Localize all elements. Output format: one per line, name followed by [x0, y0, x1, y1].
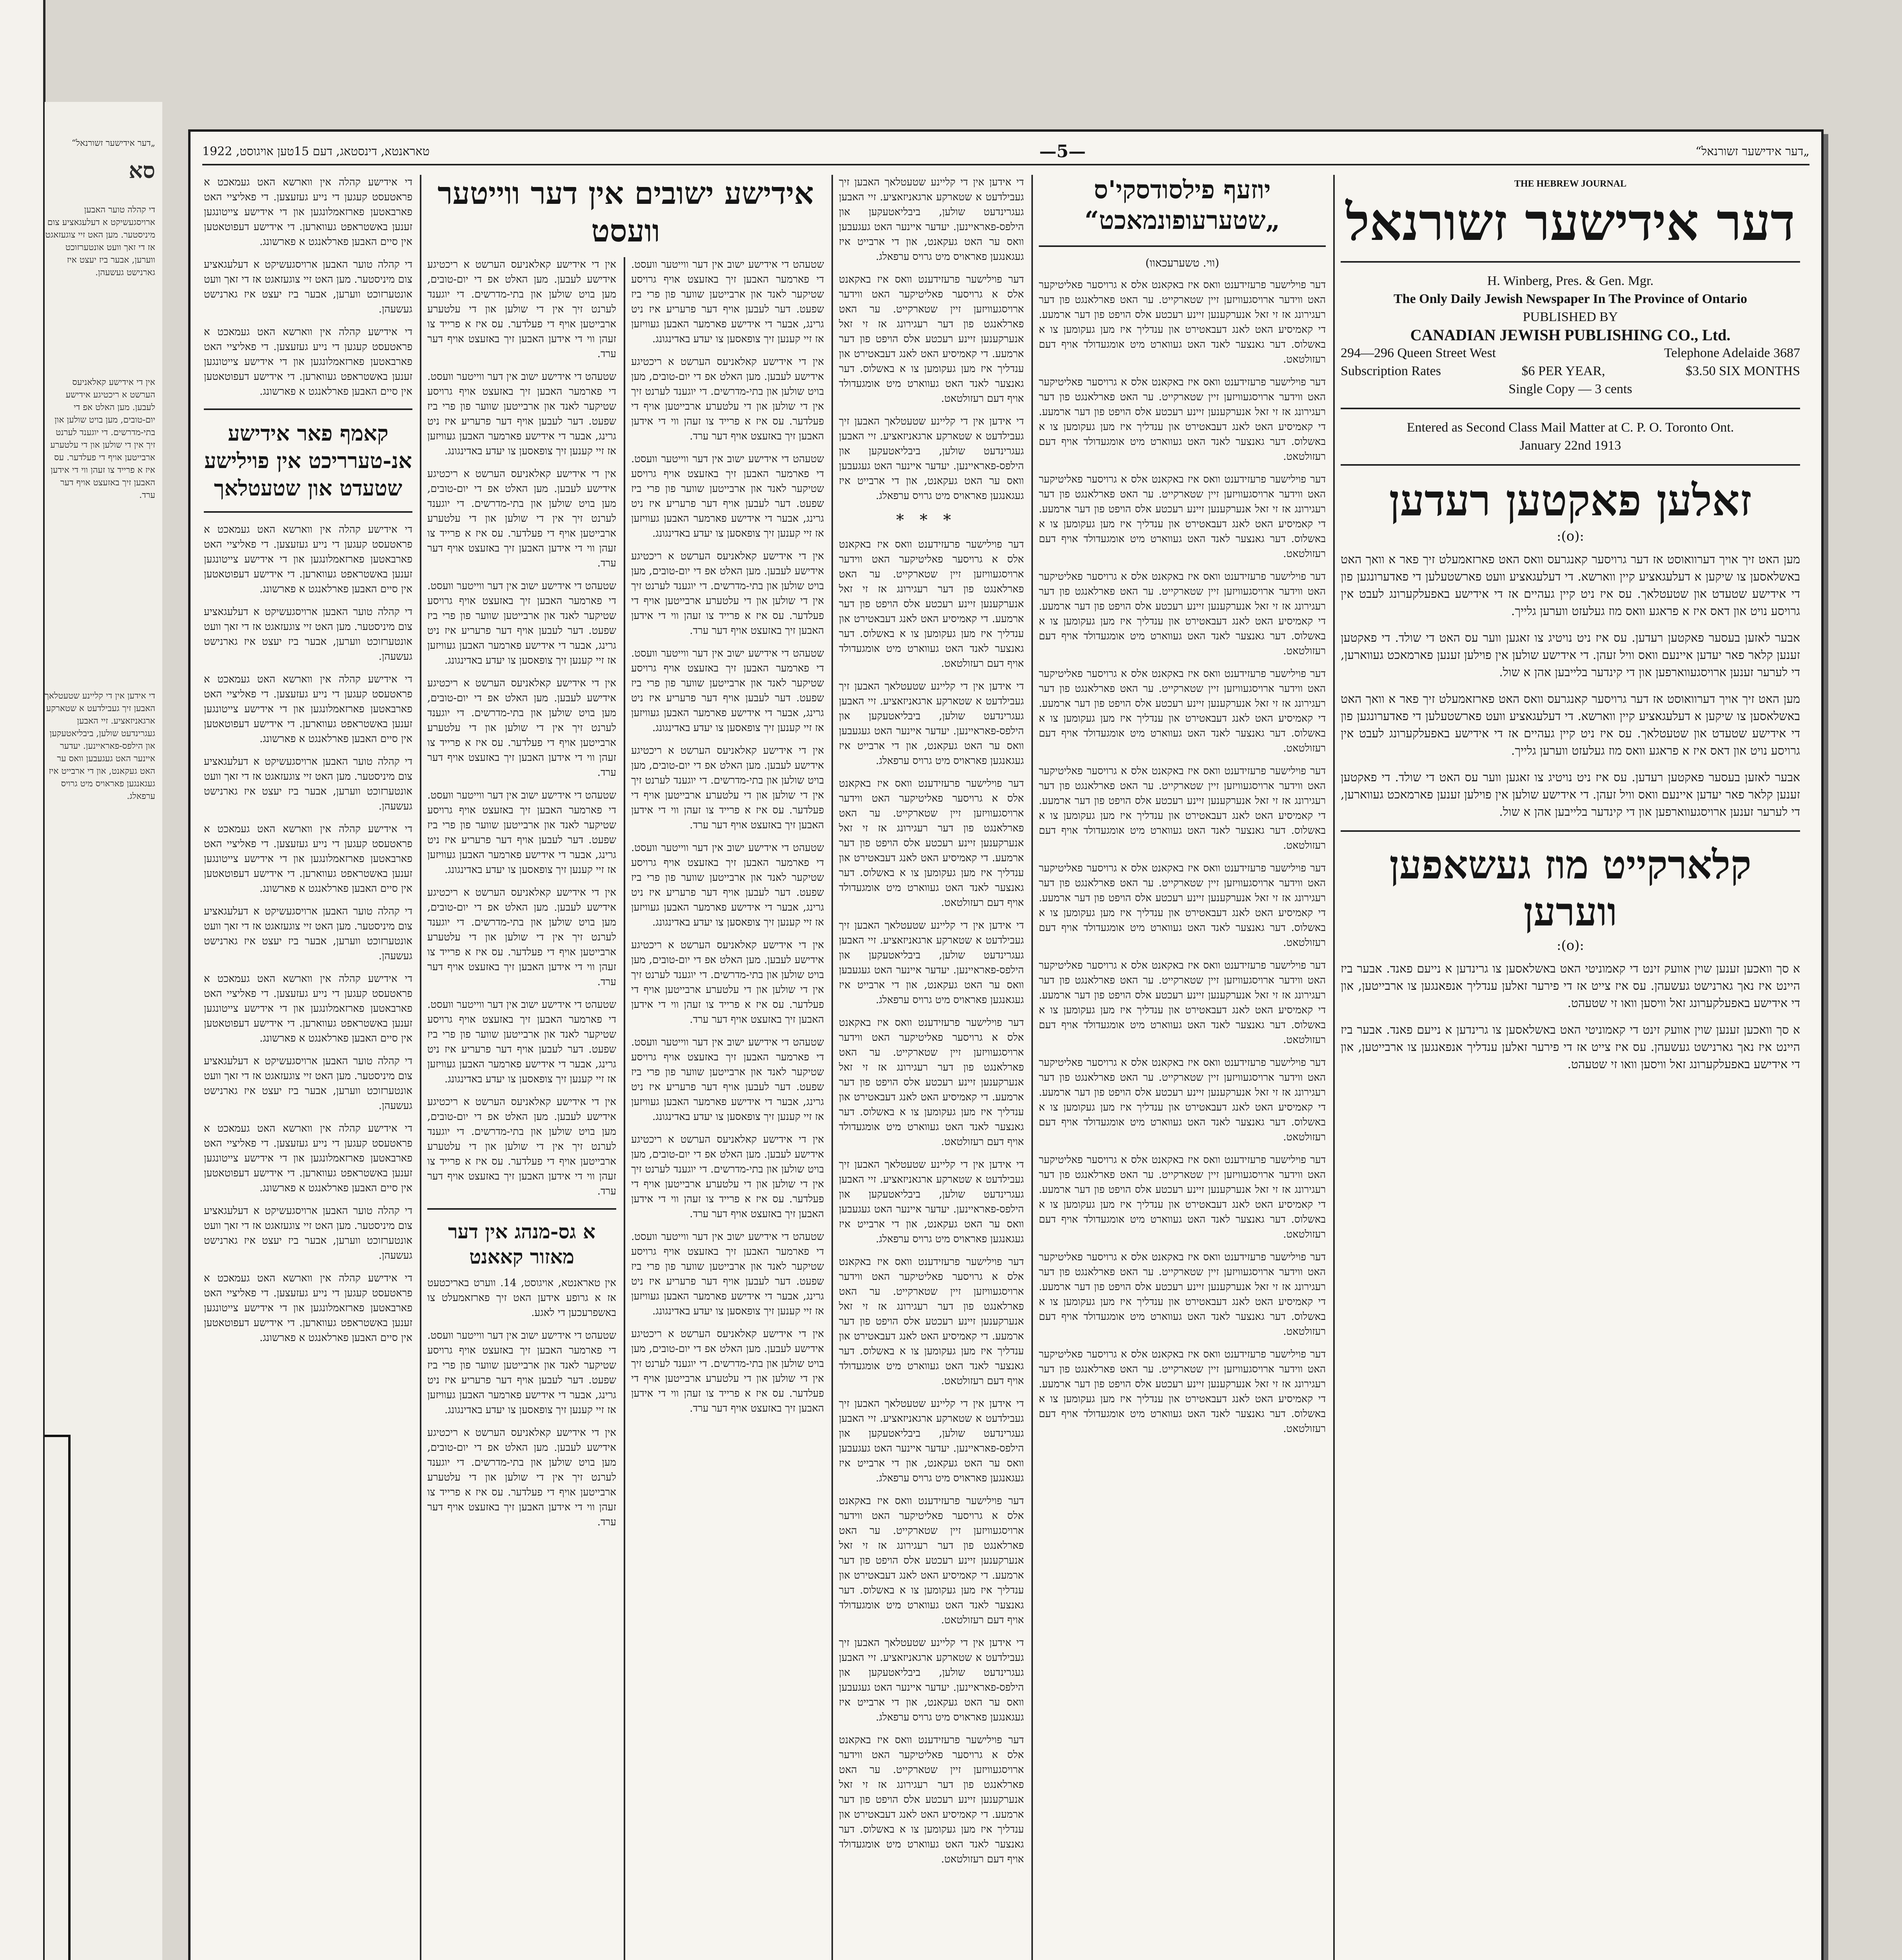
- masthead-rule-2: [1341, 408, 1800, 409]
- published-by: PUBLISHED BY: [1523, 310, 1618, 324]
- settlements-b-body-7: אין די אידישע קאלאניעס הערשט א ריכטיגע אידישע לעבען. מען האלט אפ די יום-טובים, מען בויט שולען און בתי-מדרשים. די יוגענד לערנט זיך אין די שולען און די עלטערע ארבייטען אויף די פעלדער. עס איז א פרייד צו זעהן ווי די אידען האבען זיך באזעצט אויף דער ערד.: [427, 887, 616, 988]
- running-head: [202, 139, 1809, 165]
- column-settlements-a: [626, 257, 829, 1960]
- running-head-title: „דער אידישער זשורנאל“: [1695, 144, 1809, 158]
- telephone: Telephone Adelaide 3687: [1664, 346, 1800, 360]
- pilsudski-body-1: דער פוילישער פרעזידענט וואס איז באקאנט אלס א גרויסער פאליטיקער האט ווידער ארויסגעוויזען זיין שטארקייט. ער האט פארלאנגט פון דער רעגירונג אז זי זאל אנערקענען זיינע רעכטע אלס הויפט פון דער ארמעע. די קאמיסיע האט לאנג דעבאטירט און ענדליך איז מען געקומען צו א באשלוס. דער גאנצער לאנד האט געווארט מיט אומגעדולד אויף דעם רעזולטאט.: [1039, 279, 1326, 365]
- continuation-body-2: דער פוילישער פרעזידענט וואס איז באקאנט אלס א גרויסער פאליטיקער האט ווידער ארויסגעוויזען זיין שטארקייט. ער האט פארלאנגט פון דער רעגירונג אז זי זאל אנערקענען זיינע רעכטע אלס הויפט פון דער ארמעע. די קאמיסיע האט לאנג דעבאטירט און ענדליך איז מען געקומען צו א באשלוס. דער גאנצער לאנד האט געווארט מיט אומגעדולד אויף דעם רעזולטאט.: [839, 274, 1024, 405]
- struggle-body-2: די קהלה טוער האבען ארויסגעשיקט א דעלעגאציע צום מיניסטער. מען האט זיי צוגעזאגט אז די זאך וועט אונטערזוכט ווערען, אבער ביז יעצט איז גארנישט געשעהן.: [204, 606, 412, 662]
- struggle-body-5: די אידישע קהלה אין ווארשא האט געמאכט א פראטעסט קעגען די נייע געזעצען. די פאליציי האט פארבאטען פארזאמלונגען און די אידישע צייטונגען זענען באשטראפט געווארען. די אידישע דעפוטאטען אין סיים האבען פארלאנגט א פארשונג.: [204, 823, 412, 895]
- struggle-body-4: די קהלה טוער האבען ארויסגעשיקט א דעלעגאציע צום מיניסטער. מען האט זיי צוגעזאגט אז די זאך וועט אונטערזוכט ווערען, אבער ביז יעצט איז גארנישט געשעהן.: [204, 756, 412, 812]
- struggle-body-6: די קהלה טוער האבען ארויסגעשיקט א דעלעגאציע צום מיניסטער. מען האט זיי צוגעזאגט אז די זאך וועט אונטערזוכט ווערען, אבער ביז יעצט איז גארנישט געשעהן.: [204, 906, 412, 962]
- struggle-intro-3: די אידישע קהלה אין ווארשא האט געמאכט א פראטעסט קעגען די נייע געזעצען. די פאליציי האט פארבאטען פארזאמלונגען און די אידישע צייטונגען זענען באשטראפט געווארען. די אידישע דעפוטאטען אין סיים האבען פארלאנגט א פארשונג.: [204, 326, 412, 397]
- column-pilsudski: [1033, 175, 1331, 1960]
- subscription-row: [1341, 362, 1800, 380]
- struggle-rule: [204, 408, 412, 410]
- settlements-b-body-5: אין די אידישע קאלאניעס הערשט א ריכטיגע אידישע לעבען. מען האלט אפ די יום-טובים, מען בויט שולען און בתי-מדרשים. די יוגענד לערנט זיך אין די שולען און די עלטערע ארבייטען אויף די פעלדער. עס איז א פרייד צו זעהן ווי די אידען האבען זיך באזעצט אויף דער ערד.: [427, 677, 616, 779]
- pilsudski-body-4: דער פוילישער פרעזידענט וואס איז באקאנט אלס א גרויסער פאליטיקער האט ווידער ארויסגעוויזען זיין שטארקייט. ער האט פארלאנגט פון דער רעגירונג אז זי זאל אנערקענען זיינע רעכטע אלס הויפט פון דער ארמעע. די קאמיסיע האט לאנג דעבאטירט און ענדליך איז מען געקומען צו א באשלוס. דער גאנצער לאנד האט געווארט מיט אומגעדולד אויף דעם רעזולטאט.: [1039, 571, 1326, 657]
- company-name: CANADIAN JEWISH PUBLISHING CO., Ltd.: [1410, 326, 1731, 344]
- pilsudski-body-12: דער פוילישער פרעזידענט וואס איז באקאנט אלס א גרויסער פאליטיקער האט ווידער ארויסגעוויזען זיין שטארקייט. ער האט פארלאנגט פון דער רעגירונג אז זי זאל אנערקענען זיינע רעכטע אלס הויפט פון דער ארמעע. די קאמיסיע האט לאנג דעבאטירט און ענדליך איז מען געקומען צו א באשלוס. דער גאנצער לאנד האט געווארט מיט אומגעדולד אויף דעם רעזולטאט.: [1039, 1348, 1326, 1435]
- adjacent-running-head: „דער אידישער זשורנאל“: [71, 138, 155, 148]
- continuation-body-11: די אידען אין די קליינע שטעטלאך האבען זיך געבילדעט א שטארקע ארגאניזאציע. זיי האבען געגרינדעט שולען, ביבליאטעקען און הילפס-פאראיינען. יעדער איינער האט געגעבען וואס ער האט געקאנט, און די ארבייט איז געגאנגען פאראויס מיט גרויס ערפאלג.: [839, 1398, 1024, 1484]
- editorial-2-headline: קלארקייט מוז געשאפען ווערען: [1389, 842, 1751, 935]
- continuation-body-1: די אידען אין די קליינע שטעטלאך האבען זיך געבילדעט א שטארקע ארגאניזאציע. זיי האבען געגרינדעט שולען, ביבליאטעקען און הילפס-פאראיינען. יעדער איינער האט געגעבען וואס ער האט געקאנט, און די ארבייט איז געגאנגען פאראויס מיט גרויס ערפאלג.: [839, 176, 1024, 263]
- struggle-intro: די אידישע קהלה אין ווארשא האט געמאכט א פראטעסט קעגען די נייע געזעצען. די פאליציי האט פארבאטען פארזאמלונגען און די אידישע צייטונגען זענען באשטראפט געווארען. די אידישע דעפוטאטען אין סיים האבען פארלאנגט א פארשונג.: [204, 176, 412, 248]
- continuation-body-7: די אידען אין די קליינע שטעטלאך האבען זיך געבילדעט א שטארקע ארגאניזאציע. זיי האבען געגרינדעט שולען, ביבליאטעקען און הילפס-פאראיינען. יעדער איינער האט געגעבען וואס ער האט געקאנט, און די ארבייט איז געגאנגען פאראויס מיט גרויס ערפאלג.: [839, 920, 1024, 1006]
- section-stars: ***: [896, 511, 967, 529]
- letter-headline: א גס-מנהג אין דער מאזור קאאנט: [448, 1220, 596, 1268]
- settlements-header: [422, 175, 829, 253]
- editorial-body-2: אבער לאזען בעסער פאקטען רעדען. עס איז ניט נויטיג צו זאגען ווער עס האט די שולד. די פאקטען זענען קלאר פאר יעדען איינעם וואס וויל זעהן. די אידישע שולען אין פוילען זענען פארמאכט געווארען, די לערער זענען ארויסגעווארפען און די קינדער בלייבען אהן א שול.: [1341, 631, 1800, 679]
- letter-rule: [427, 1208, 616, 1210]
- column-masthead: [1335, 175, 1806, 1960]
- adjacent-body-3: די אידען אין די קליינע שטעטלאך האבען זיך געבילדעט א שטארקע ארגאניזאציע. זיי האבען געגרינדעט שולען, ביבליאטעקען און הילפס-פאראיינען. יעדער איינער האט געגעבען וואס ער האט געקאנט, און די ארבייט איז געגאנגען פאראויס מיט גרויס ערפאלג.: [45, 691, 155, 801]
- struggle-body-1: די אידישע קהלה אין ווארשא האט געמאכט א פראטעסט קעגען די נייע געזעצען. די פאליציי האט פארבאטען פארזאמלונגען און די אידישע צייטונגען זענען באשטראפט געווארען. די אידישע דעפוטאטען אין סיים האבען פארלאנגט א פארשונג.: [204, 524, 412, 595]
- editorial-rule: [1341, 830, 1800, 832]
- settlements-body-8: אין די אידישע קאלאניעס הערשט א ריכטיגע אידישע לעבען. מען האלט אפ די יום-טובים, מען בויט שולען און בתי-מדרשים. די יוגענד לערנט זיך אין די שולען און די עלטערע ארבייטען אויף די פעלדער. עס איז א פרייד צו זעהן ווי די אידען האבען זיך באזעצט אויף דער ערד.: [631, 939, 824, 1025]
- column-settlements-b: [422, 257, 622, 1960]
- settlements-body-12: אין די אידישע קאלאניעס הערשט א ריכטיגע אידישע לעבען. מען האלט אפ די יום-טובים, מען בויט שולען און בתי-מדרשים. די יוגענד לערנט זיך אין די שולען און די עלטערע ארבייטען אויף די פעלדער. עס איז א פרייד צו זעהן ווי די אידען האבען זיך באזעצט אויף דער ערד.: [631, 1328, 824, 1414]
- subscription-half: $3.50 SIX MONTHS: [1686, 364, 1800, 378]
- editorial-2-body-2: א סך וואכען זענען שוין אוועק זינט די קאמוניטי האט באשלאסען צו גרינדען א נייעם פאנד. אבער ביז היינט איז נאך גארנישט געשעהן. עס איז צייט אז די פירער זאלען ענדליך אנפאנגען צו ארבייטען, און די אידישע באפעלקערונג זאל וויסען וואו זי שטעהט.: [1341, 1023, 1800, 1071]
- continuation-body-14: דער פוילישער פרעזידענט וואס איז באקאנט אלס א גרויסער פאליטיקער האט ווידער ארויסגעוויזען זיין שטארקייט. ער האט פארלאנגט פון דער רעגירונג אז זי זאל אנערקענען זיינע רעכטע אלס הויפט פון דער ארמעע. די קאמיסיע האט לאנג דעבאטירט און ענדליך איז מען געקומען צו א באשלוס. דער גאנצער לאנד האט געווארט מיט אומגעדולד אויף דעם רעזולטאט.: [839, 1734, 1024, 1865]
- masthead-rule-3: [1341, 464, 1800, 466]
- continuation-body-8: דער פוילישער פרעזידענט וואס איז באקאנט אלס א גרויסער פאליטיקער האט ווידער ארויסגעוויזען זיין שטארקייט. ער האט פארלאנגט פון דער רעגירונג אז זי זאל אנערקענען זיינע רעכטע אלס הויפט פון דער ארמעע. די קאמיסיע האט לאנג דעבאטירט און ענדליך איז מען געקומען צו א באשלוס. דער גאנצער לאנד האט געווארט מיט אומגעדולד אויף דעם רעזולטאט.: [839, 1017, 1024, 1148]
- struggle-body-9: די אידישע קהלה אין ווארשא האט געמאכט א פראטעסט קעגען די נייע געזעצען. די פאליציי האט פארבאטען פארזאמלונגען און די אידישע צייטונגען זענען באשטראפט געווארען. די אידישע דעפוטאטען אין סיים האבען פארלאנגט א פארשונג.: [204, 1123, 412, 1194]
- pilsudski-body-5: דער פוילישער פרעזידענט וואס איז באקאנט אלס א גרויסער פאליטיקער האט ווידער ארויסגעוויזען זיין שטארקייט. ער האט פארלאנגט פון דער רעגירונג אז זי זאל אנערקענען זיינע רעכטע אלס הויפט פון דער ארמעע. די קאמיסיע האט לאנג דעבאטירט און ענדליך איז מען געקומען צו א באשלוס. דער גאנצער לאנד האט געווארט מיט אומגעדולד אויף דעם רעזולטאט.: [1039, 668, 1326, 754]
- settlements-body-6: אין די אידישע קאלאניעס הערשט א ריכטיגע אידישע לעבען. מען האלט אפ די יום-טובים, מען בויט שולען און בתי-מדרשים. די יוגענד לערנט זיך אין די שולען און די עלטערע ארבייטען אויף די פעלדער. עס איז א פרייד צו זעהן ווי די אידען האבען זיך באזעצט אויף דער ערד.: [631, 745, 824, 831]
- pilsudski-body-11: דער פוילישער פרעזידענט וואס איז באקאנט אלס א גרויסער פאליטיקער האט ווידער ארויסגעוויזען זיין שטארקייט. ער האט פארלאנגט פון דער רעגירונג אז זי זאל אנערקענען זיינע רעכטע אלס הויפט פון דער ארמעע. די קאמיסיע האט לאנג דעבאטירט און ענדליך איז מען געקומען צו א באשלוס. דער גאנצער לאנד האט געווארט מיט אומגעדולד אויף דעם רעזולטאט.: [1039, 1251, 1326, 1338]
- tagline: The Only Daily Jewish Newspaper In The Province of Ontario: [1394, 292, 1747, 306]
- letter-body: אין טאראנטא, אויגוסט, 14. ווערט באריכטעט אז א גרופע אידען האט זיך פארזאמעלט צו באשפרעכען די לאגע.: [427, 1277, 616, 1319]
- editorial-separator: :(o):: [1557, 528, 1584, 544]
- pilsudski-body-9: דער פוילישער פרעזידענט וואס איז באקאנט אלס א גרויסער פאליטיקער האט ווידער ארויסגעוויזען זיין שטארקייט. ער האט פארלאנגט פון דער רעגירונג אז זי זאל אנערקענען זיינע רעכטע אלס הויפט פון דער ארמעע. די קאמיסיע האט לאנג דעבאטירט און ענדליך איז מען געקומען צו א באשלוס. דער גאנצער לאנד האט געווארט מיט אומגעדולד אויף דעם רעזולטאט.: [1039, 1057, 1326, 1143]
- settlements-body-11: שטעהט די אידישע ישוב אין דער ווייטער וועסט. די פארמער האבען זיך באזעצט אויף גרויסע שטיקער לאנד און ארבייטען שווער פון פרי ביז שפעט. דער לעבען אויף דער פרעריע איז ניט גרינג, אבער די אידישע פארמער האבען געוויזען אז זיי קענען זיך צופאסען צו יעדע באדינגונג.: [631, 1231, 824, 1317]
- column-rule: [1031, 175, 1033, 1960]
- column-continuation: [833, 175, 1029, 1960]
- masthead-rule: [1341, 261, 1800, 263]
- entered-date: January 22nd 1913: [1519, 438, 1621, 453]
- pilsudski-body-6: דער פוילישער פרעזידענט וואס איז באקאנט אלס א גרויסער פאליטיקער האט ווידער ארויסגעוויזען זיין שטארקייט. ער האט פארלאנגט פון דער רעגירונג אז זי זאל אנערקענען זיינע רעכטע אלס הויפט פון דער ארמעע. די קאמיסיע האט לאנג דעבאטירט און ענדליך איז מען געקומען צו א באשלוס. דער גאנצער לאנד האט געווארט מיט אומגעדולד אויף דעם רעזולטאט.: [1039, 765, 1326, 851]
- settlements-body-4: אין די אידישע קאלאניעס הערשט א ריכטיגע אידישע לעבען. מען האלט אפ די יום-טובים, מען בויט שולען און בתי-מדרשים. די יוגענד לערנט זיך אין די שולען און די עלטערע ארבייטען אויף די פעלדער. עס איז א פרייד צו זעהן ווי די אידען האבען זיך באזעצט אויף דער ערד.: [631, 550, 824, 637]
- settlements-body-2: אין די אידישע קאלאניעס הערשט א ריכטיגע אידישע לעבען. מען האלט אפ די יום-טובים, מען בויט שולען און בתי-מדרשים. די יוגענד לערנט זיך אין די שולען און די עלטערע ארבייטען אויף די פעלדער. עס איז א פרייד צו זעהן ווי די אידען האבען זיך באזעצט אויף דער ערד.: [631, 356, 824, 442]
- settlements-b-body-3: אין די אידישע קאלאניעס הערשט א ריכטיגע אידישע לעבען. מען האלט אפ די יום-טובים, מען בויט שולען און בתי-מדרשים. די יוגענד לערנט זיך אין די שולען און די עלטערע ארבייטען אויף די פעלדער. עס איז א פרייד צו זעהן ווי די אידען האבען זיך באזעצט אויף דער ערד.: [427, 468, 616, 569]
- struggle-headline: קאמף פאר אידישע אנ-טערריכט אין פוילישע שטעדט און שטעטלאך: [204, 421, 412, 501]
- entered-notice: Entered as Second Class Mail Matter at C. P. O. Toronto Ont.: [1407, 420, 1734, 435]
- settlements-headline: אידישע ישובים אין דער ווייטער וועסט: [427, 175, 824, 253]
- editorial-body-4: אבער לאזען בעסער פאקטען רעדען. עס איז ניט נויטיג צו זאגען ווער עס האט די שולד. די פאקטען זענען קלאר פאר יעדען איינעם וואס וויל זעהן. די אידישע שולען אין פוילען זענען פארמאכט געווארען, די לערער זענען ארויסגעווארפען און די קינדער בלייבען אהן א שול.: [1341, 771, 1800, 819]
- adjacent-body: די קהלה טוער האבען ארויסגעשיקט א דעלעגאציע צום מיניסטער. מען האט זיי צוגעזאגט אז די זאך וועט אונטערזוכט ווערען, אבער ביז יעצט איז גארנישט געשעהן.: [45, 205, 155, 278]
- continuation-body-3: די אידען אין די קליינע שטעטלאך האבען זיך געבילדעט א שטארקע ארגאניזאציע. זיי האבען געגרינדעט שולען, ביבליאטעקען און הילפס-פאראיינען. יעדער איינער האט געגעבען וואס ער האט געקאנט, און די ארבייט איז געגאנגען פאראויס מיט גרויס ערפאלג.: [839, 416, 1024, 502]
- column-rule: [624, 257, 625, 1960]
- continuation-body-12: דער פוילישער פרעזידענט וואס איז באקאנט אלס א גרויסער פאליטיקער האט ווידער ארויסגעוויזען זיין שטארקייט. ער האט פארלאנגט פון דער רעגירונג אז זי זאל אנערקענען זיינע רעכטע אלס הויפט פון דער ארמעע. די קאמיסיע האט לאנג דעבאטירט און ענדליך איז מען געקומען צו א באשלוס. דער גאנצער לאנד האט געווארט מיט אומגעדולד אויף דעם רעזולטאט.: [839, 1495, 1024, 1626]
- settlements-b-body-1: אין די אידישע קאלאניעס הערשט א ריכטיגע אידישע לעבען. מען האלט אפ די יום-טובים, מען בויט שולען און בתי-מדרשים. די יוגענד לערנט זיך אין די שולען און די עלטערע ארבייטען אויף די פעלדער. עס איז א פרייד צו זעהן ווי די אידען האבען זיך באזעצט אויף דער ערד.: [427, 259, 616, 360]
- struggle-body-7: די אידישע קהלה אין ווארשא האט געמאכט א פראטעסט קעגען די נייע געזעצען. די פאליציי האט פארבאטען פארזאמלונגען און די אידישע צייטונגען זענען באשטראפט געווארען. די אידישע דעפוטאטען אין סיים האבען פארלאנגט א פארשונג.: [204, 973, 412, 1044]
- letter-body-2: שטעהט די אידישע ישוב אין דער ווייטער וועסט. די פארמער האבען זיך באזעצט אויף גרויסע שטיקער לאנד און ארבייטען שווער פון פרי ביז שפעט. דער לעבען אויף דער פרעריע איז ניט גרינג, אבער די אידישע פארמער האבען געוויזען אז זיי קענען זיך צופאסען צו יעדע באדינגונג.: [427, 1330, 616, 1416]
- editorial-body-1: מען האט זיך אויך דערוואוסט אז דער גרויסער קאנגרעס וואס האט פארזאמעלט זיך פאר א וואך האט באשלאסען צו שיקען א דעלעגאציע קיין ווארשא. די דעלעגאציע וועט פארשטעלען די פאדערונגען פון די אידישע שטעדט און שטעטלאך. עס איז ניט קיין געהיים אז די אידישע באפעלקערונג לעבט אין גרויסע נויט און דאס איז א פראגע וואס מוז געלעזט ווערען גלייך.: [1341, 553, 1800, 618]
- masthead-english-name: THE HEBREW JOURNAL: [1514, 179, 1627, 189]
- masthead-title: דער אידישער זשורנאל: [1345, 192, 1795, 252]
- continuation-body-13: די אידען אין די קליינע שטעטלאך האבען זיך געבילדעט א שטארקע ארגאניזאציע. זיי האבען געגרינדעט שולען, ביבליאטעקען און הילפס-פאראיינען. יעדער איינער האט געגעבען וואס ער האט געקאנט, און די ארבייט איז געגאנגען פאראויס מיט גרויס ערפאלג.: [839, 1637, 1024, 1723]
- column-rule: [1333, 175, 1335, 1960]
- scan-margin: [0, 0, 45, 1960]
- running-head-date: טאראנטא, דינסטאג, דעם 15טען אויגוסט, 1922: [202, 144, 430, 158]
- adjacent-headline: סא: [129, 158, 155, 183]
- struggle-body-11: די אידישע קהלה אין ווארשא האט געמאכט א פראטעסט קעגען די נייע געזעצען. די פאליציי האט פארבאטען פארזאמלונגען און די אידישע צייטונגען זענען באשטראפט געווארען. די אידישע דעפוטאטען אין סיים האבען פארלאנגט א פארשונג.: [204, 1272, 412, 1344]
- editorial-headline: זאלען פאקטען רעדען: [1389, 475, 1752, 526]
- pilsudski-body-8: דער פוילישער פרעזידענט וואס איז באקאנט אלס א גרויסער פאליטיקער האט ווידער ארויסגעוויזען זיין שטארקייט. ער האט פארלאנגט פון דער רעגירונג אז זי זאל אנערקענען זיינע רעכטע אלס הויפט פון דער ארמעע. די קאמיסיע האט לאנג דעבאטירט און ענדליך איז מען געקומען צו א באשלוס. דער גאנצער לאנד האט געווארט מיט אומגעדולד אויף דעם רעזולטאט.: [1039, 960, 1326, 1046]
- settlements-body-7: שטעהט די אידישע ישוב אין דער ווייטער וועסט. די פארמער האבען זיך באזעצט אויף גרויסע שטיקער לאנד און ארבייטען שווער פון פרי ביז שפעט. דער לעבען אויף דער פרעריע איז ניט גרינג, אבער די אידישע פארמער האבען געוויזען אז זיי קענען זיך צופאסען צו יעדע באדינגונג.: [631, 842, 824, 928]
- newspaper-page: [188, 129, 1824, 1960]
- editorial-2-separator: :(o):: [1557, 938, 1584, 953]
- address: 294—296 Queen Street West: [1341, 346, 1496, 360]
- settlements-body-5: שטעהט די אידישע ישוב אין דער ווייטער וועסט. די פארמער האבען זיך באזעצט אויף גרויסע שטיקער לאנד און ארבייטען שווער פון פרי ביז שפעט. דער לעבען אויף דער פרעריע איז ניט גרינג, אבער די אידישע פארמער האבען געוויזען אז זיי קענען זיך צופאסען צו יעדע באדינגונג.: [631, 648, 824, 734]
- pilsudski-headline: יוזעף פילסודסקי'ס „שטערעופונמאכט“: [1084, 175, 1280, 235]
- struggle-rule-2: [204, 511, 412, 513]
- struggle-body-3: די אידישע קהלה אין ווארשא האט געמאכט א פראטעסט קעגען די נייע געזעצען. די פאליציי האט פארבאטען פארזאמלונגען און די אידישע צייטונגען זענען באשטראפט געווארען. די אידישע דעפוטאטען אין סיים האבען פארלאנגט א פארשונג.: [204, 673, 412, 745]
- column-rule: [831, 175, 833, 1960]
- address-row: [1341, 344, 1800, 362]
- pilsudski-body-7: דער פוילישער פרעזידענט וואס איז באקאנט אלס א גרויסער פאליטיקער האט ווידער ארויסגעוויזען זיין שטארקייט. ער האט פארלאנגט פון דער רעגירונג אז זי זאל אנערקענען זיינע רעכטע אלס הויפט פון דער ארמעע. די קאמיסיע האט לאנג דעבאטירט און ענדליך איז מען געקומען צו א באשלוס. דער גאנצער לאנד האט געווארט מיט אומגעדולד אויף דעם רעזולטאט.: [1039, 862, 1326, 949]
- column-rule: [420, 175, 421, 1960]
- settlements-body-3: שטעהט די אידישע ישוב אין דער ווייטער וועסט. די פארמער האבען זיך באזעצט אויף גרויסע שטיקער לאנד און ארבייטען שווער פון פרי ביז שפעט. דער לעבען אויף דער פרעריע איז ניט גרינג, אבער די אידישע פארמער האבען געוויזען אז זיי קענען זיך צופאסען צו יעדע באדינגונג.: [631, 453, 824, 539]
- editorial-body-3: מען האט זיך אויך דערוואוסט אז דער גרויסער קאנגרעס וואס האט פארזאמעלט זיך פאר א וואך האט באשלאסען צו שיקען א דעלעגאציע קיין ווארשא. די דעלעגאציע וועט פארשטעלען די פאדערונגען פון די אידישע שטעדט און שטעטלאך. עס איז ניט קיין געהיים אז די אידישע באפעלקערונג לעבט אין גרויסע נויט און דאס איז א פראגע וואס מוז געלעזט ווערען גלייך.: [1341, 692, 1800, 758]
- struggle-body-10: די קהלה טוער האבען ארויסגעשיקט א דעלעגאציע צום מיניסטער. מען האט זיי צוגעזאגט אז די זאך וועט אונטערזוכט ווערען, אבער ביז יעצט איז גארנישט געשעהן.: [204, 1205, 412, 1261]
- column-struggle: [198, 175, 418, 1960]
- struggle-intro-2: די קהלה טוער האבען ארויסגעשיקט א דעלעגאציע צום מיניסטער. מען האט זיי צוגעזאגט אז די זאך וועט אונטערזוכט ווערען, אבער ביז יעצט איז גארנישט געשעהן.: [204, 259, 412, 315]
- continuation-body-4: דער פוילישער פרעזידענט וואס איז באקאנט אלס א גרויסער פאליטיקער האט ווידער ארויסגעוויזען זיין שטארקייט. ער האט פארלאנגט פון דער רעגירונג אז זי זאל אנערקענען זיינע רעכטע אלס הויפט פון דער ארמעע. די קאמיסיע האט לאנג דעבאטירט און ענדליך איז מען געקומען צו א באשלוס. דער גאנצער לאנד האט געווארט מיט אומגעדולד אויף דעם רעזולטאט.: [839, 539, 1024, 670]
- subscription-year: $6 PER YEAR,: [1521, 364, 1605, 378]
- settlements-b-body-2: שטעהט די אידישע ישוב אין דער ווייטער וועסט. די פארמער האבען זיך באזעצט אויף גרויסע שטיקער לאנד און ארבייטען שווער פון פרי ביז שפעט. דער לעבען אויף דער פרעריע איז ניט גרינג, אבער די אידישע פארמער האבען געוויזען אז זיי קענען זיך צופאסען צו יעדע באדינגונג.: [427, 371, 616, 457]
- subscription-label: Subscription Rates: [1341, 364, 1441, 378]
- pilsudski-body-2: דער פוילישער פרעזידענט וואס איז באקאנט אלס א גרויסער פאליטיקער האט ווידער ארויסגעוויזען זיין שטארקייט. ער האט פארלאנגט פון דער רעגירונג אז זי זאל אנערקענען זיינע רעכטע אלס הויפט פון דער ארמעע. די קאמיסיע האט לאנג דעבאטירט און ענדליך איז מען געקומען צו א באשלוס. דער גאנצער לאנד האט געווארט מיט אומגעדולד אויף דעם רעזולטאט.: [1039, 376, 1326, 463]
- pilsudski-body-10: דער פוילישער פרעזידענט וואס איז באקאנט אלס א גרויסער פאליטיקער האט ווידער ארויסגעוויזען זיין שטארקייט. ער האט פארלאנגט פון דער רעגירונג אז זי זאל אנערקענען זיינע רעכטע אלס הויפט פון דער ארמעע. די קאמיסיע האט לאנג דעבאטירט און ענדליך איז מען געקומען צו א באשלוס. דער גאנצער לאנד האט געווארט מיט אומגעדולד אויף דעם רעזולטאט.: [1039, 1154, 1326, 1240]
- settlements-body-10: אין די אידישע קאלאניעס הערשט א ריכטיגע אידישע לעבען. מען האלט אפ די יום-טובים, מען בויט שולען און בתי-מדרשים. די יוגענד לערנט זיך אין די שולען און די עלטערע ארבייטען אויף די פעלדער. עס איז א פרייד צו זעהן ווי די אידען האבען זיך באזעצט אויף דער ערד.: [631, 1134, 824, 1220]
- settlements-b-body-6: שטעהט די אידישע ישוב אין דער ווייטער וועסט. די פארמער האבען זיך באזעצט אויף גרויסע שטיקער לאנד און ארבייטען שווער פון פרי ביז שפעט. דער לעבען אויף דער פרעריע איז ניט גרינג, אבער די אידישע פארמער האבען געוויזען אז זיי קענען זיך צופאסען צו יעדע באדינגונג.: [427, 789, 616, 876]
- continuation-body-9: די אידען אין די קליינע שטעטלאך האבען זיך געבילדעט א שטארקע ארגאניזאציע. זיי האבען געגרינדעט שולען, ביבליאטעקען און הילפס-פאראיינען. יעדער איינער האט געגעבען וואס ער האט געקאנט, און די ארבייט איז געגאנגען פאראויס מיט גרויס ערפאלג.: [839, 1159, 1024, 1245]
- settlements-body-1: שטעהט די אידישע ישוב אין דער ווייטער וועסט. די פארמער האבען זיך באזעצט אויף גרויסע שטיקער לאנד און ארבייטען שווער פון פרי ביז שפעט. דער לעבען אויף דער פרעריע איז ניט גרינג, אבער די אידישע פארמער האבען געוויזען אז זיי קענען זיך צופאסען צו יעדע באדינגונג.: [631, 259, 824, 345]
- struggle-body-8: די קהלה טוער האבען ארויסגעשיקט א דעלעגאציע צום מיניסטער. מען האט זיי צוגעזאגט אז די זאך וועט אונטערזוכט ווערען, אבער ביז יעצט איז גארנישט געשעהן.: [204, 1055, 412, 1112]
- page-number: —5—: [1039, 141, 1086, 162]
- single-copy: Single Copy — 3 cents: [1508, 382, 1632, 396]
- adjacent-page-fragment: [43, 102, 162, 1960]
- adjacent-body-2: אין די אידישע קאלאניעס הערשט א ריכטיגע אידישע לעבען. מען האלט אפ די יום-טובים, מען בויט שולען און בתי-מדרשים. די יוגענד לערנט זיך אין די שולען און די עלטערע ארבייטען אויף די פעלדער. עס איז א פרייד צו זעהן ווי די אידען האבען זיך באזעצט אויף דער ערד.: [50, 377, 155, 500]
- settlements-body-9: שטעהט די אידישע ישוב אין דער ווייטער וועסט. די פארמער האבען זיך באזעצט אויף גרויסע שטיקער לאנד און ארבייטען שווער פון פרי ביז שפעט. דער לעבען אויף דער פרעריע איז ניט גרינג, אבער די אידישע פארמער האבען געוויזען אז זיי קענען זיך צופאסען צו יעדע באדינגונג.: [631, 1036, 824, 1123]
- continuation-body-5: די אידען אין די קליינע שטעטלאך האבען זיך געבילדעט א שטארקע ארגאניזאציע. זיי האבען געגרינדעט שולען, ביבליאטעקען און הילפס-פאראיינען. יעדער איינער האט געגעבען וואס ער האט געקאנט, און די ארבייט איז געגאנגען פאראויס מיט גרויס ערפאלג.: [839, 681, 1024, 767]
- editorial-2-body-1: א סך וואכען זענען שוין אוועק זינט די קאמוניטי האט באשלאסען צו גרינדען א נייעם פאנד. אבער ביז היינט איז נאך גארנישט געשעהן. עס איז צייט אז די פירער זאלען ענדליך אנפאנגען צו ארבייטען, און די אידישע באפעלקערונג זאל וויסען וואו זי שטעהט.: [1341, 962, 1800, 1010]
- continuation-body-6: דער פוילישער פרעזידענט וואס איז באקאנט אלס א גרויסער פאליטיקער האט ווידער ארויסגעוויזען זיין שטארקייט. ער האט פארלאנגט פון דער רעגירונג אז זי זאל אנערקענען זיינע רעכטע אלס הויפט פון דער ארמעע. די קאמיסיע האט לאנג דעבאטירט און ענדליך איז מען געקומען צו א באשלוס. דער גאנצער לאנד האט געווארט מיט אומגעדולד אויף דעם רעזולטאט.: [839, 778, 1024, 909]
- publisher-line: H. Winberg, Pres. & Gen. Mgr.: [1487, 274, 1654, 288]
- pilsudski-rule: [1039, 245, 1326, 247]
- pilsudski-body-3: דער פוילישער פרעזידענט וואס איז באקאנט אלס א גרויסער פאליטיקער האט ווידער ארויסגעוויזען זיין שטארקייט. ער האט פארלאנגט פון דער רעגירונג אז זי זאל אנערקענען זיינע רעכטע אלס הויפט פון דער ארמעע. די קאמיסיע האט לאנג דעבאטירט און ענדליך איז מען געקומען צו א באשלוס. דער גאנצער לאנד האט געווארט מיט אומגעדולד אויף דעם רעזולטאט.: [1039, 474, 1326, 560]
- settlements-b-body-8: שטעהט די אידישע ישוב אין דער ווייטער וועסט. די פארמער האבען זיך באזעצט אויף גרויסע שטיקער לאנד און ארבייטען שווער פון פרי ביז שפעט. דער לעבען אויף דער פרעריע איז ניט גרינג, אבער די אידישע פארמער האבען געוויזען אז זיי קענען זיך צופאסען צו יעדע באדינגונג.: [427, 999, 616, 1085]
- settlements-b-body-9: אין די אידישע קאלאניעס הערשט א ריכטיגע אידישע לעבען. מען האלט אפ די יום-טובים, מען בויט שולען און בתי-מדרשים. די יוגענד לערנט זיך אין די שולען און די עלטערע ארבייטען אויף די פעלדער. עס איז א פרייד צו זעהן ווי די אידען האבען זיך באזעצט אויף דער ערד.: [427, 1096, 616, 1197]
- letter-body-3: אין די אידישע קאלאניעס הערשט א ריכטיגע אידישע לעבען. מען האלט אפ די יום-טובים, מען בויט שולען און בתי-מדרשים. די יוגענד לערנט זיך אין די שולען און די עלטערע ארבייטען אויף די פעלדער. עס איז א פרייד צו זעהן ווי די אידען האבען זיך באזעצט אויף דער ערד.: [427, 1427, 616, 1528]
- pilsudski-byline: (ווי. טשערעכאוו): [1145, 256, 1220, 269]
- adjacent-torn-edge: [45, 1435, 71, 1960]
- continuation-body-10: דער פוילישער פרעזידענט וואס איז באקאנט אלס א גרויסער פאליטיקער האט ווידער ארויסגעוויזען זיין שטארקייט. ער האט פארלאנגט פון דער רעגירונג אז זי זאל אנערקענען זיינע רעכטע אלס הויפט פון דער ארמעע. די קאמיסיע האט לאנג דעבאטירט און ענדליך איז מען געקומען צו א באשלוס. דער גאנצער לאנד האט געווארט מיט אומגעדולד אויף דעם רעזולטאט.: [839, 1256, 1024, 1387]
- settlements-b-body-4: שטעהט די אידישע ישוב אין דער ווייטער וועסט. די פארמער האבען זיך באזעצט אויף גרויסע שטיקער לאנד און ארבייטען שווער פון פרי ביז שפעט. דער לעבען אויף דער פרעריע איז ניט גרינג, אבער די אידישע פארמער האבען געוויזען אז זיי קענען זיך צופאסען צו יעדע באדינגונג.: [427, 580, 616, 666]
